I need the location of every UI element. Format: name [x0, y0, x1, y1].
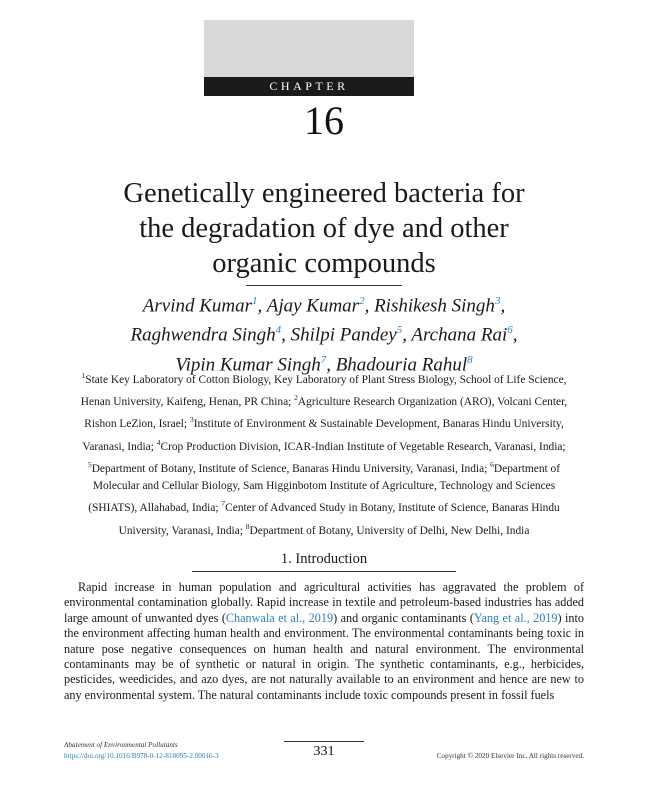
- affiliation-number: 2: [294, 393, 298, 403]
- author-name: Rishikesh Singh: [374, 295, 495, 317]
- footer-rule: [284, 741, 364, 742]
- footer-doi-link[interactable]: https://doi.org/10.1016/B978-0-12-818095-2.00016-3: [64, 752, 219, 760]
- author-affiliation-link[interactable]: 4: [275, 324, 282, 337]
- affiliation-number: 8: [245, 521, 250, 531]
- section-heading: 1. Introduction: [280, 551, 368, 567]
- citation-link[interactable]: Chanwala et al., 2019: [225, 610, 334, 625]
- body-text: ) into the environment affecting human health and environment. The environmental contaminants being toxic in nature pose negative consequences on human health and natural environment. The environmental contaminants may be of synthetic or natural in origin. The synthetic contaminants, e.g., herbicides, pesticides, weedicides, and azo dyes, are not naturally available to an environment and hence are new to any environmental system. The natural contaminants include toxic compounds present in fossil fuels: [64, 610, 584, 702]
- chapter-number: 16: [304, 98, 344, 143]
- author-affiliation-link[interactable]: 7: [320, 353, 327, 366]
- affiliation-number: 7: [221, 499, 226, 509]
- author-affiliation-link[interactable]: 2: [359, 295, 365, 307]
- affiliation-number: 1: [81, 371, 86, 380]
- affiliation-text: Agriculture Research Organization (ARO), Volcani Center, Rishon LeZion, Israel;: [84, 396, 568, 431]
- author-affiliation-link[interactable]: 5: [396, 324, 403, 337]
- author-affiliation-link[interactable]: 6: [507, 324, 513, 337]
- author-separator: ,: [500, 295, 506, 317]
- affiliation-text: State Key Laboratory of Cotton Biology, Key Laboratory of Plant Stress Biology, School of Life Science, Henan University, Kaifeng, Henan, PR China;: [80, 373, 567, 408]
- author-name: Vipin Kumar Singh: [175, 353, 321, 375]
- author-name: Arvind Kumar: [142, 295, 253, 317]
- affiliation-text: Department of Molecular and Cellular Biology, Sam Higginbotom Institute of Agriculture, Technology and Sciences (SHIATS), Allahabad, India;: [88, 462, 561, 515]
- affiliation-list: [76, 367, 572, 540]
- title-line-1: Genetically engineered bacteria for: [123, 178, 525, 209]
- footer-copyright: Copyright © 2020 Elsevier Inc. All rights reserved.: [436, 752, 584, 760]
- title-line-3: organic compounds: [212, 248, 436, 279]
- title-rule: [246, 285, 402, 286]
- affiliation-text: Institute of Environment & Sustainable Development, Banaras Hindu University, Varanasi, India;: [82, 418, 564, 453]
- chapter-label-bar: [204, 77, 414, 96]
- chapter-header-block: [204, 20, 414, 96]
- author-affiliation-link[interactable]: 8: [467, 353, 473, 366]
- affiliation-number: 3: [189, 415, 194, 425]
- intro-paragraph: [64, 580, 584, 703]
- author-separator: ,: [364, 295, 375, 317]
- author-separator: ,: [281, 324, 291, 346]
- author-separator: ,: [512, 324, 518, 346]
- page-number: 331: [313, 744, 335, 759]
- section-rule: [192, 571, 456, 572]
- affiliation-number: 4: [156, 437, 161, 447]
- affiliation-text: Department of Botany, University of Delhi, New Delhi, India: [249, 524, 530, 537]
- affiliation-text: Crop Production Division, ICAR-Indian Institute of Vegetable Research, Varanasi, India;: [160, 440, 566, 453]
- affiliation-number: 6: [490, 459, 494, 469]
- author-name: Raghwendra Singh: [130, 324, 276, 346]
- author-separator: ,: [326, 353, 336, 375]
- author-list: [60, 289, 588, 377]
- author-affiliation-link[interactable]: 1: [252, 295, 258, 307]
- author-separator: ,: [402, 324, 412, 346]
- citation-link[interactable]: Yang et al., 2019: [473, 610, 558, 625]
- author-name: Shilpi Pandey: [290, 324, 397, 346]
- author-name: Bhadouria Rahul: [335, 353, 468, 375]
- affiliation-number: 5: [87, 459, 92, 469]
- chapter-title: [40, 176, 608, 281]
- author-separator: ,: [257, 295, 267, 317]
- author-name: Archana Rai: [411, 324, 508, 346]
- body-text: Rapid increase in human population and agricultural activities has aggravated the problem of environmental contamination globally. Rapid increase in textile and petroleum-based industries has added large amount of unwanted dyes (: [64, 580, 584, 625]
- title-line-2: the degradation of dye and other: [139, 213, 509, 244]
- affiliation-text: Center of Advanced Study in Botany, Institute of Science, Banaras Hindu University, Varanasi, India;: [118, 502, 560, 537]
- body-text: ) and organic contaminants (: [333, 610, 474, 625]
- footer-journal-title: Abatement of Environmental Pollutants: [64, 741, 178, 749]
- affiliation-text: Department of Botany, Institute of Science, Banaras Hindu University, Varanasi, India;: [91, 462, 491, 475]
- author-affiliation-link[interactable]: 3: [494, 295, 501, 307]
- chapter-label: CHAPTER: [269, 79, 349, 93]
- author-name: Ajay Kumar: [266, 295, 360, 317]
